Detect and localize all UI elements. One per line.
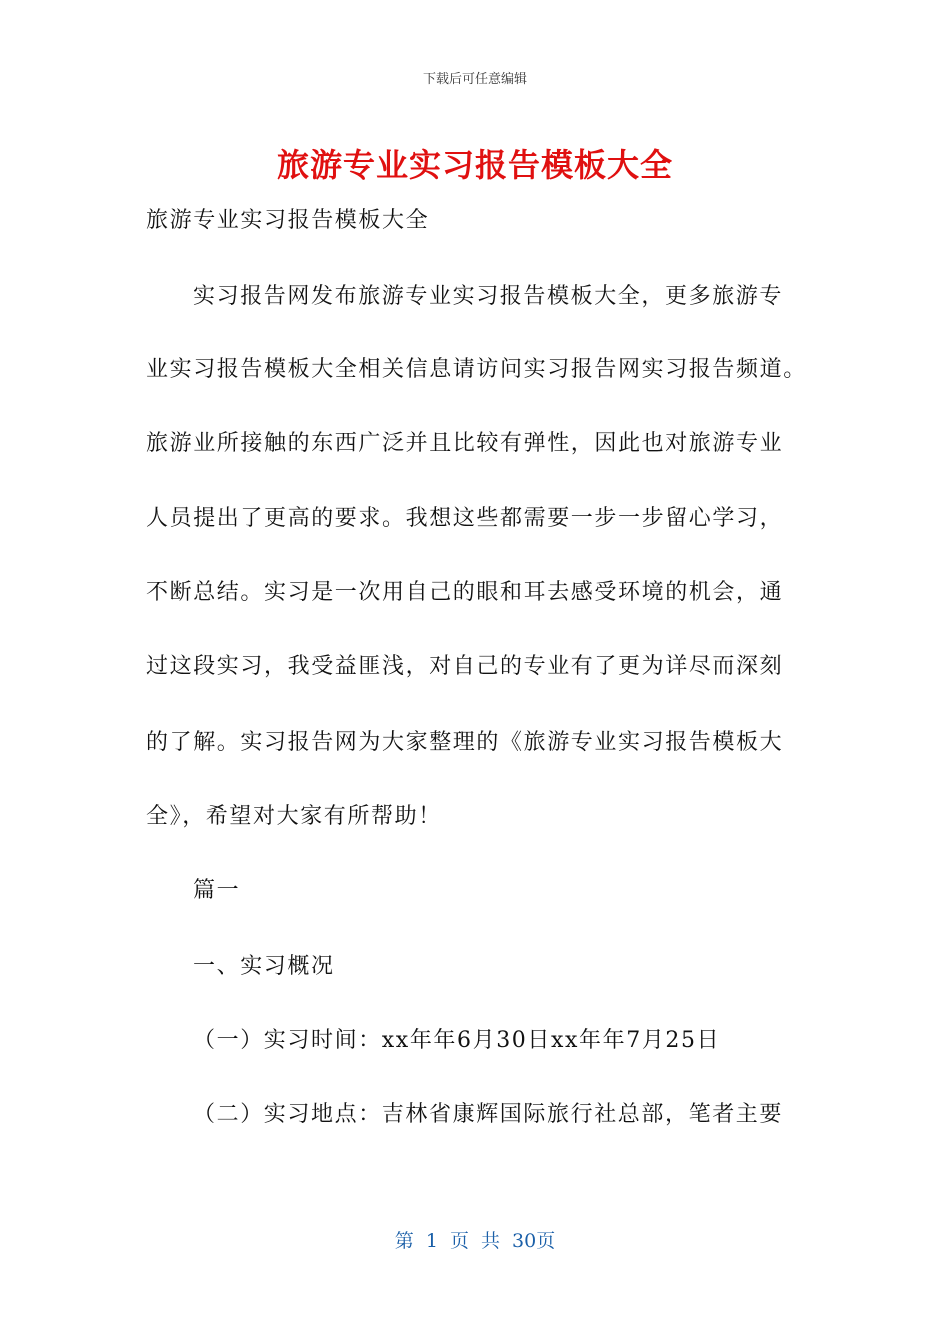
body-line: 业实习报告模板大全相关信息请访问实习报告网实习报告频道。 (146, 357, 807, 382)
body-line: 人员提出了更高的要求。我想这些都需要一步一步留心学习， (146, 506, 784, 531)
document-title: 旅游专业实习报告模板大全 (276, 146, 673, 184)
section-label: 篇一 (193, 878, 241, 903)
body-line: 的了解。实习报告网为大家整理的《旅游专业实习报告模板大 (146, 730, 784, 755)
body-line: 过这段实习，我受益匪浅，对自己的专业有了更为详尽而深刻 (146, 654, 784, 679)
body-line: （一）实习时间：xx年年6月30日xx年年7月25日 (193, 1028, 721, 1053)
page-footer: 第 1 页 共 30页 (394, 1230, 556, 1252)
body-line: 不断总结。实习是一次用自己的眼和耳去感受环境的机会，通 (146, 580, 784, 605)
body-line: 实习报告网发布旅游专业实习报告模板大全，更多旅游专 (193, 284, 784, 309)
body-line: 旅游专业实习报告模板大全 (146, 208, 430, 233)
header-note: 下载后可任意编辑 (422, 72, 527, 87)
body-line: 旅游业所接触的东西广泛并且比较有弹性，因此也对旅游专业 (146, 431, 784, 456)
section-heading: 一、实习概况 (193, 954, 335, 979)
body-line: 全》，希望对大家有所帮助！ (146, 804, 442, 829)
body-line: （二）实习地点：吉林省康辉国际旅行社总部，笔者主要 (193, 1102, 784, 1127)
